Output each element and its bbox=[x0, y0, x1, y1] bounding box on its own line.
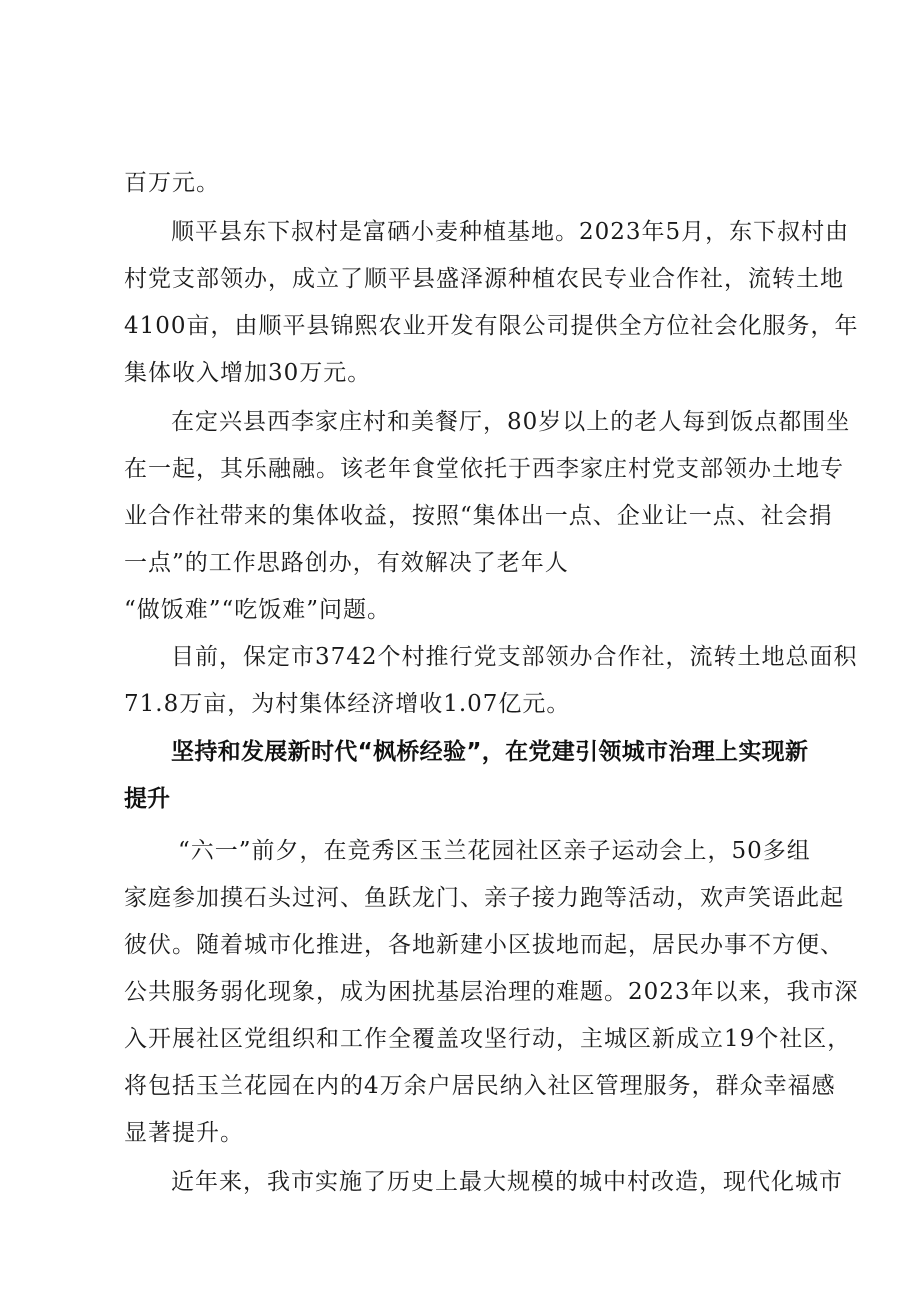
paragraph-line: 公共服务弱化现象，成为困扰基层治理的难题。2023年以来，我市深 bbox=[124, 979, 859, 1005]
paragraph-line: 业合作社带来的集体收益，按照“集体出一点、企业让一点、社会捐 bbox=[124, 503, 833, 529]
paragraph-line: 近年来，我市实施了历史上最大规模的城中村改造，现代化城市 bbox=[171, 1169, 843, 1195]
paragraph-line: 4100亩，由顺平县锦熙农业开发有限公司提供全方位社会化服务，年 bbox=[124, 313, 859, 339]
paragraph-line: 顺平县东下叔村是富硒小麦种植基地。2023年5月，东下叔村由 bbox=[171, 219, 850, 245]
paragraph-line: 在一起，其乐融融。该老年食堂依托于西李家庄村党支部领办土地专 bbox=[124, 456, 844, 482]
paragraph-line: 目前，保定市3742个村推行党支部领办合作社，流转土地总面积 bbox=[171, 644, 858, 670]
paragraph-line: 村党支部领办，成立了顺平县盛泽源种植农民专业合作社，流转土地 bbox=[124, 266, 844, 292]
section-heading: 提升 bbox=[124, 786, 170, 812]
paragraph-line: 将包括玉兰花园在内的4万余户居民纳入社区管理服务，群众幸福感 bbox=[124, 1073, 836, 1099]
paragraph-line: 显著提升。 bbox=[124, 1120, 244, 1146]
paragraph-line: 71.8万亩，为村集体经济增收1.07亿元。 bbox=[124, 691, 571, 717]
paragraph-line: 彼伏。随着城市化推进，各地新建小区拔地而起，居民办事不方便、 bbox=[124, 932, 844, 958]
paragraph-line: 在定兴县西李家庄村和美餐厅，80岁以上的老人每到饭点都围坐 bbox=[171, 409, 851, 435]
paragraph-line: 集体收入增加30万元。 bbox=[124, 360, 372, 386]
paragraph-line: 一点”的工作思路创办，有效解决了老年人 bbox=[124, 550, 569, 576]
section-heading: 坚持和发展新时代“枫桥经验”，在党建引领城市治理上实现新 bbox=[171, 739, 808, 765]
paragraph-line: 入开展社区党组织和工作全覆盖攻坚行动，主城区新成立19个社区， bbox=[124, 1026, 852, 1052]
paragraph-line: “六一”前夕，在竞秀区玉兰花园社区亲子运动会上，50多组 bbox=[178, 838, 811, 864]
paragraph-line: “做饭难”“吃饭难”问题。 bbox=[124, 597, 392, 623]
paragraph-line: 百万元。 bbox=[124, 170, 220, 196]
paragraph-line: 家庭参加摸石头过河、鱼跃龙门、亲子接力跑等活动，欢声笑语此起 bbox=[124, 885, 844, 911]
